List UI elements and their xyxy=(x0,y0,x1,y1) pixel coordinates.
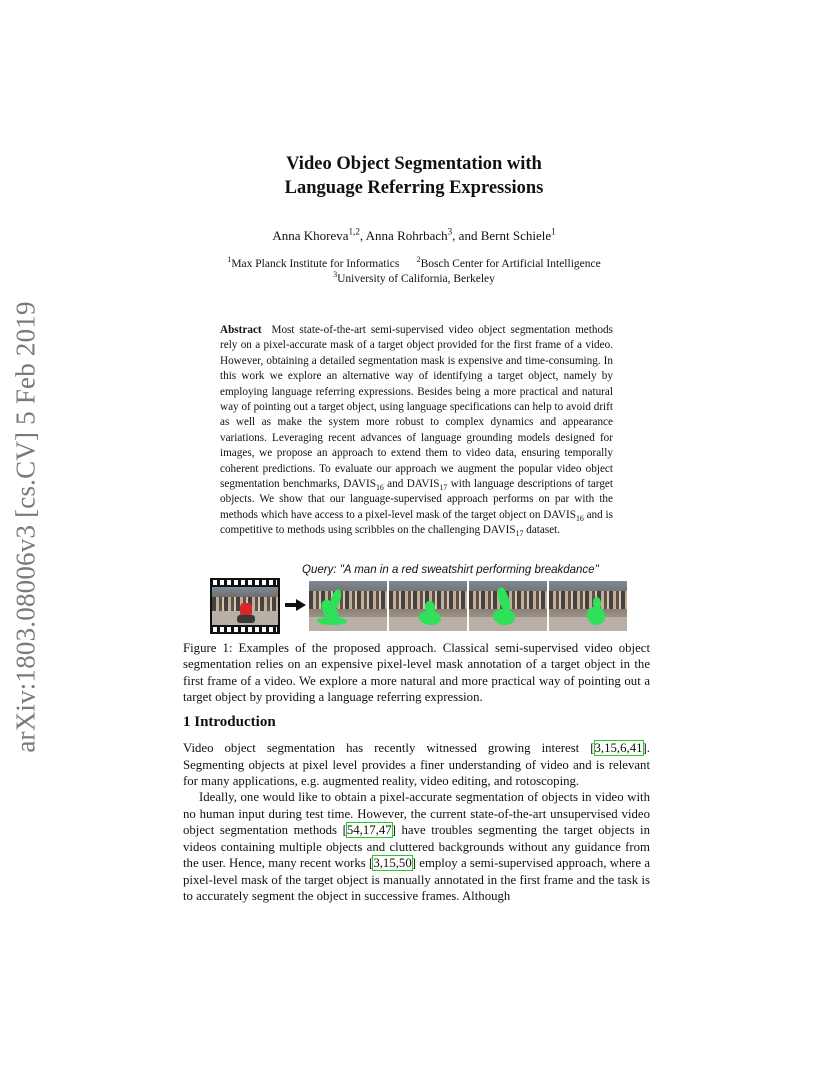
aff1-marker: 1 xyxy=(227,255,232,265)
citation-link[interactable]: 3,15,6,41 xyxy=(594,741,643,755)
abstract-text-1: Most state-of-the-art semi-supervised video object segmentation methods rely on a pixel-accurate mask of a target object provided for the first frame of a video. However, obtaining a detailed segmentation mask is expensive and time-consuming. In this work we explore an alternative way of identifying a target object, namely by employing language referring expressions. Besides being a more practical and natural way of pointing out a target object, using language specifications can help to avoid drift as well as make the system more robust to complex dynamics and appearance variations. Leveraging recent advances of language grounding models designed for images, we propose an approach to extend them to video data, ensuring temporally coherent predictions. To evaluate our approach we augment the popular video object segmentation benchmarks, DAVIS xyxy=(220,324,613,491)
affiliation-line-1 xyxy=(0,255,828,270)
author-1: Anna Khoreva xyxy=(272,228,349,243)
result-frame-3 xyxy=(469,581,547,631)
arxiv-sidebar xyxy=(4,296,48,758)
abstract-text-4: and is competitive to methods using scribbles on the challenging DAVIS xyxy=(220,508,613,537)
intro-text: ] have troubles segmenting the target objects in videos containing multiple objects and cluttered backgrounds without any guidance from the user. Hence, many recent works [ xyxy=(183,823,650,870)
result-frame-1 xyxy=(309,581,387,631)
abstract-heading: Abstract xyxy=(220,324,262,336)
abstract-text-3: with language descriptions of target objects. We show that our language-supervised approach performs on par with the methods which have access to a pixel-level mask of the target object on DAVIS xyxy=(220,478,613,521)
aff3-marker: 3 xyxy=(333,270,338,280)
arxiv-identifier: arXiv:1803.08006v3 [cs.CV] 5 Feb 2019 xyxy=(10,301,41,753)
intro-paragraph-2 xyxy=(183,789,650,905)
affiliation-mpi: Max Planck Institute for Informatics xyxy=(231,258,400,270)
author-2: Anna Rohrbach xyxy=(365,228,448,243)
intro-text: ] employ a semi-supervised approach, where a pixel-level mask of the target object is manually annotated in the first frame and the task is to accurately segment the object in successive frames. Although xyxy=(183,856,651,903)
abstract xyxy=(220,323,613,539)
figure-query: Query: "A man in a red sweatshirt performing breakdance" xyxy=(302,564,599,576)
citation-link[interactable]: 54,17,47 xyxy=(346,823,392,837)
sub-17: 17 xyxy=(439,483,448,493)
intro-paragraph-1 xyxy=(183,740,650,790)
abstract-text-5: dataset. xyxy=(523,524,561,537)
affiliation-line-2 xyxy=(0,270,828,285)
author-2-affil: 3 xyxy=(447,226,453,237)
result-frame-4 xyxy=(549,581,627,631)
sub-16: 16 xyxy=(375,483,384,493)
intro-text: ]. Segmenting objects at pixel level provides a finer understanding of video and is relevant for many applications, e.g. augmented reality, video editing, and rotoscoping. xyxy=(183,741,650,788)
author-list: Anna Khoreva$^{1,2}$, Anna Rohrbach$^3$, and Bernt Schiele$^1$ xyxy=(272,226,556,243)
sub-16: 16 xyxy=(575,514,584,524)
title-line-1: Video Object Segmentation with xyxy=(286,154,542,174)
aff2-marker: 2 xyxy=(416,255,421,265)
intro-text: Ideally, one would like to obtain a pixel-accurate segmentation of objects in video with no human input during test time. However, the current state-of-the-art unsupervised video object segmentation methods [ xyxy=(183,790,650,837)
affiliation-berkeley: University of California, Berkeley xyxy=(337,273,495,285)
abstract-text-2: and DAVIS xyxy=(383,478,440,491)
author-1-affil: 1,2 xyxy=(348,226,360,237)
intro-text: Video object segmentation has recently witnessed growing interest [ xyxy=(183,741,595,755)
input-video-filmstrip xyxy=(210,578,280,634)
citation-link[interactable]: 3,15,50 xyxy=(373,856,412,870)
title-line-2: Language Referring Expressions xyxy=(284,178,544,198)
sub-17: 17 xyxy=(515,529,524,539)
author-3: Bernt Schiele xyxy=(480,228,552,243)
arrow-right-icon xyxy=(284,598,308,612)
author-3-affil: 1 xyxy=(551,226,556,237)
figure-caption: Figure 1: Examples of the proposed approach. Classical semi-supervised video object segmentation relies on an expensive pixel-level mask annotation of a target object in the first frame of a video. We explore a more natural and more practical way of pointing out a target object by providing a language referring expression. xyxy=(183,641,650,705)
section-heading-introduction: 1 Introduction xyxy=(183,714,276,730)
result-frame-2 xyxy=(389,581,467,631)
affiliation-bosch: Bosch Center for Artificial Intelligence xyxy=(420,258,601,270)
paper-title xyxy=(0,152,828,200)
